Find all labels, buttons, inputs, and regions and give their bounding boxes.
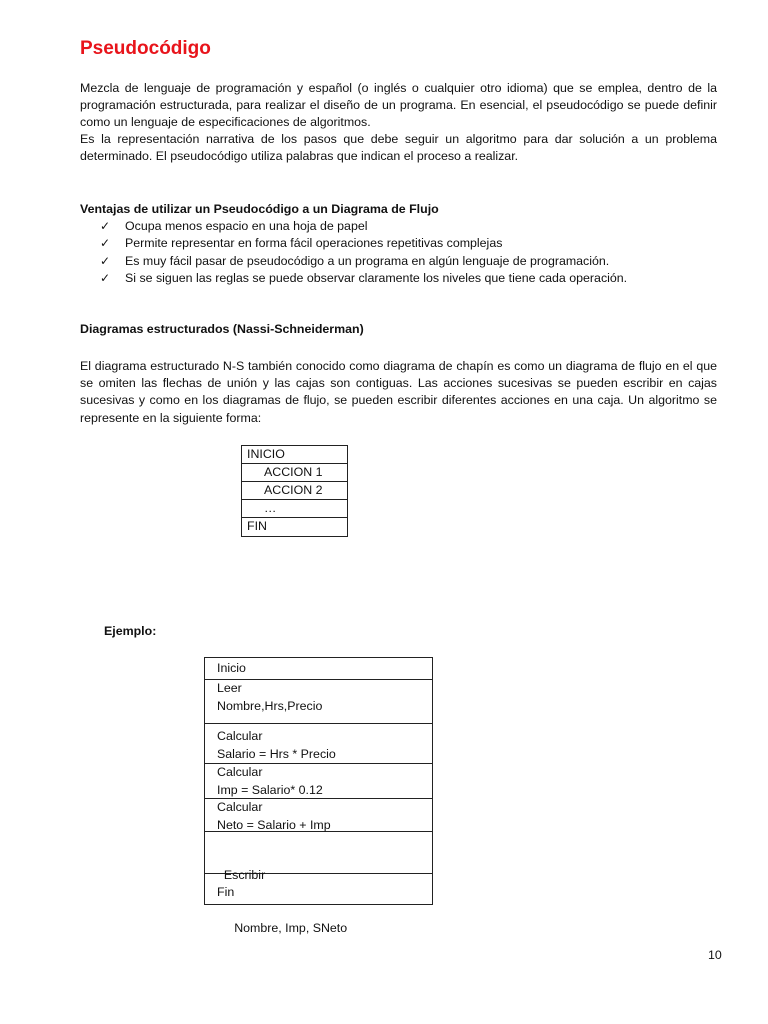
advantages-heading: Ventajas de utilizar un Pseudocódigo a un Diagrama de Flujo [80, 202, 439, 216]
ns-row-inicio: INICIO [242, 446, 347, 464]
intro-paragraph-1: Mezcla de lenguaje de programación y español (o inglés o cualquier otro idioma) que se emplea, dentro de la programación estructurada, para realizar el diseño de un programa. En esencial, el pseudocódigo se puede definir como un lenguaje de especificaciones de algoritmos. [80, 81, 717, 130]
ns-row-fin: FIN [247, 519, 267, 533]
list-item: ✓ Es muy fácil pasar de pseudocódigo a un programa en algún lenguaje de programación. [100, 253, 700, 270]
ns-row-ellipsis: … [242, 500, 347, 518]
page-title: Pseudocódigo [80, 38, 211, 59]
ns-row-accion-2: ACCION 2 [242, 482, 347, 500]
example-row-leer: Leer Nombre,Hrs,Precio [205, 680, 432, 724]
structured-paragraph: El diagrama estructurado N-S también conocido como diagrama de chapín es como un diagrama de flujo en el que se omiten las flechas de unión y las cajas son contiguas. Las acciones sucesivas se pueden escribir en cajas sucesivas y como en los diagramas de flujo, se pueden escribir diferentes acciones en una caja. Un algoritmo se represente en la siguiente forma: [80, 359, 717, 425]
example-row-calcular-imp: Calcular Imp = Salario* 0.12 [205, 764, 432, 799]
list-item: ✓ Ocupa menos espacio en una hoja de papel [100, 218, 700, 235]
example-row-calcular-salario: Calcular Salario = Hrs * Precio [205, 724, 432, 764]
structured-heading: Diagramas estructurados (Nassi-Schneiderman) [80, 322, 364, 336]
ns-row-accion-1: ACCION 1 [242, 464, 347, 482]
list-item: ✓ Permite representar en forma fácil operaciones repetitivas complejas [100, 235, 700, 252]
advantages-list [100, 218, 700, 287]
example-row-calcular-neto: Calcular Neto = Salario + Imp [205, 799, 432, 832]
check-icon: ✓ [100, 219, 111, 233]
example-row-fin: Fin [217, 885, 235, 899]
check-icon: ✓ [100, 270, 111, 285]
ns-diagram [241, 445, 348, 537]
page-number: 10 [708, 948, 722, 962]
example-diagram [204, 657, 433, 935]
check-icon: ✓ [100, 236, 111, 251]
check-icon: ✓ [100, 253, 111, 268]
intro-paragraph-2: Es la representación narrativa de los pasos que debe seguir un algoritmo para dar solución a un problema determinado. El pseudocódigo utiliza palabras que indican el proceso a realizar. [80, 132, 717, 164]
example-row-inicio: Inicio [205, 658, 432, 680]
example-label: Ejemplo: [104, 624, 157, 638]
list-item: ✓ Si se siguen las reglas se puede observar claramente los niveles que tiene cada operación. [100, 270, 700, 287]
example-row-escribir: Escribir Nombre, Imp, SNeto [205, 832, 432, 874]
